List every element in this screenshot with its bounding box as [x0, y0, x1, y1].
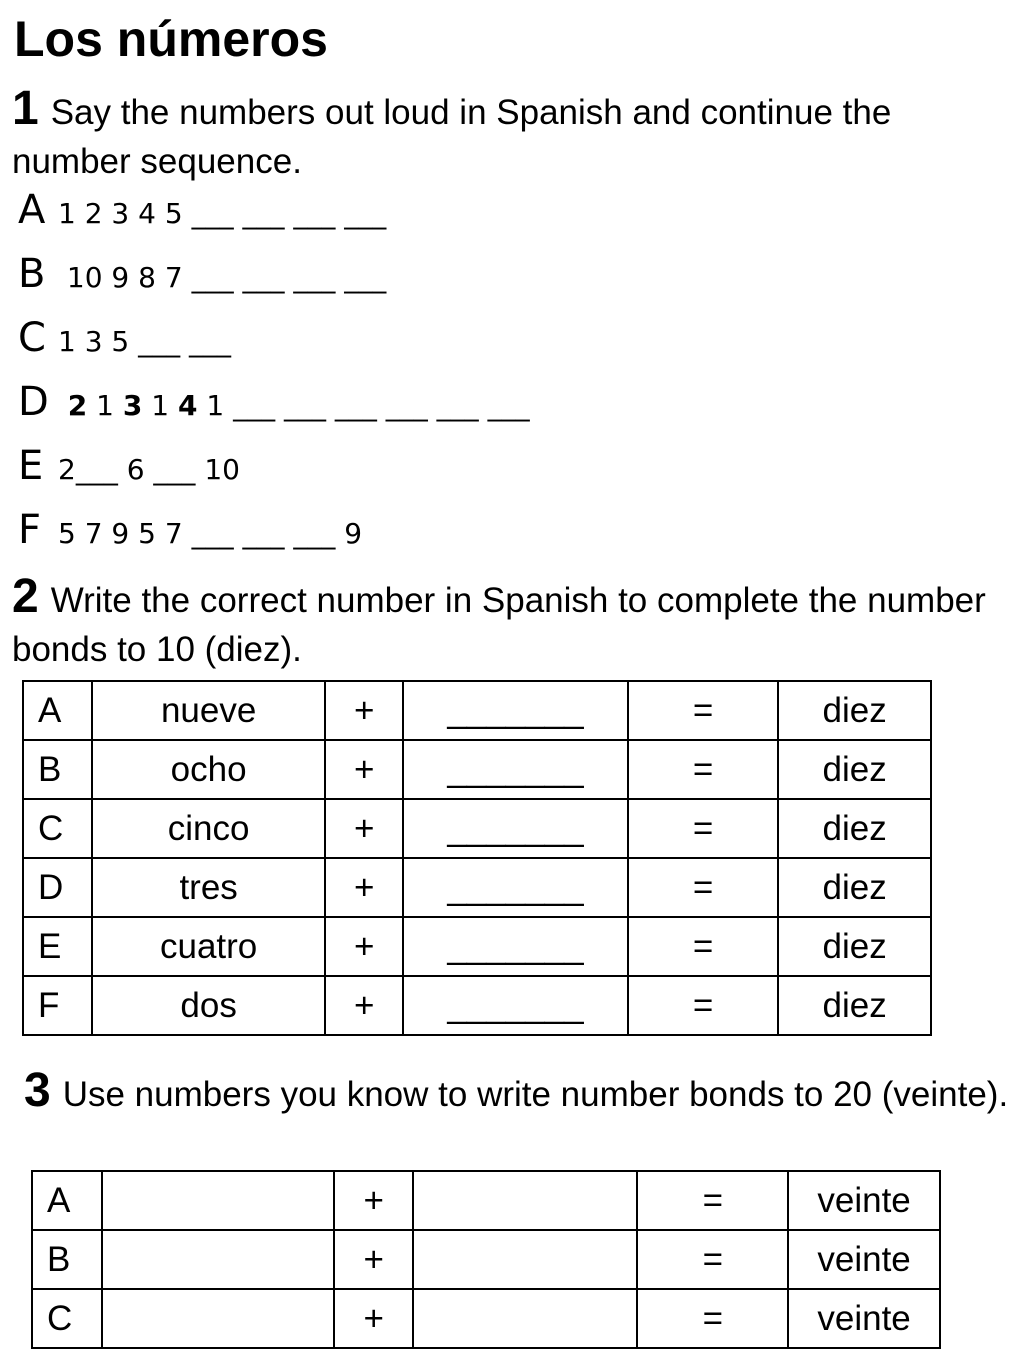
sequence-part: 1 2 3 4 5 ___ ___ ___ ___	[58, 197, 387, 230]
table-row	[23, 858, 931, 917]
equals-sign: =	[637, 1289, 788, 1348]
answer-blank[interactable]: _______	[403, 681, 628, 740]
page-title: Los números	[14, 11, 328, 67]
sequence-part: 4	[177, 389, 198, 422]
plus-sign: +	[325, 976, 403, 1035]
plus-sign: +	[334, 1171, 413, 1230]
plus-sign: +	[325, 681, 403, 740]
sequence-numbers	[58, 261, 386, 294]
result-word: veinte	[788, 1171, 940, 1230]
sequence-part: 5 7 9 5 7 ___ ___ ___ 9	[58, 517, 363, 550]
sequence-part: 10 9 8 7 ___ ___ ___ ___	[58, 261, 387, 294]
answer-blank[interactable]: _______	[403, 917, 628, 976]
plus-sign: +	[334, 1289, 413, 1348]
question-1-instruction	[12, 84, 1012, 186]
equals-sign: =	[628, 740, 779, 799]
sequence-numbers	[58, 453, 240, 486]
plus-sign: +	[325, 858, 403, 917]
answer-blank[interactable]: _______	[403, 976, 628, 1035]
sequence-letter: B	[18, 251, 46, 297]
equals-sign: =	[637, 1171, 788, 1230]
row-letter: F	[23, 976, 92, 1035]
question-1-number: 1	[12, 82, 39, 135]
result-word: veinte	[788, 1230, 940, 1289]
table-row	[23, 917, 931, 976]
sequence-row	[18, 182, 386, 238]
row-letter: E	[23, 917, 92, 976]
sequence-letter: D	[18, 379, 49, 425]
equals-sign: =	[628, 976, 779, 1035]
sequence-part: 1 3 5 ___ ___	[58, 325, 232, 358]
row-letter: B	[23, 740, 92, 799]
number-word: cinco	[92, 799, 325, 858]
result-word: diez	[778, 740, 931, 799]
sequence-numbers	[58, 389, 530, 422]
plus-sign: +	[325, 799, 403, 858]
sequence-part: 1	[142, 389, 178, 422]
answer-cell-2[interactable]	[413, 1289, 637, 1348]
sequence-row	[18, 310, 231, 366]
sequence-row	[18, 438, 240, 494]
table-row	[23, 799, 931, 858]
equals-sign: =	[628, 917, 779, 976]
result-word: diez	[778, 858, 931, 917]
sequence-letter: C	[18, 315, 46, 361]
sequence-letter: F	[18, 507, 42, 553]
number-word: nueve	[92, 681, 325, 740]
number-bonds-10-table	[22, 680, 932, 1036]
question-1-text: Say the numbers out loud in Spanish and continue the number sequence.	[12, 93, 892, 181]
result-word: diez	[778, 681, 931, 740]
table-row	[23, 740, 931, 799]
number-word: cuatro	[92, 917, 325, 976]
row-letter: D	[23, 858, 92, 917]
question-2-text: Write the correct number in Spanish to complete the number bonds to 10 (diez).	[12, 581, 986, 669]
sequence-numbers	[58, 325, 231, 358]
row-letter: C	[32, 1289, 102, 1348]
sequence-numbers	[58, 197, 386, 230]
answer-blank[interactable]: _______	[403, 799, 628, 858]
question-3-text: Use numbers you know to write number bonds to 20 (veinte).	[62, 1075, 1009, 1114]
sequence-letter: E	[18, 443, 44, 489]
table-row	[32, 1230, 940, 1289]
question-2-number: 2	[12, 570, 39, 623]
sequence-part: 2	[58, 389, 88, 422]
table-row	[23, 681, 931, 740]
equals-sign: =	[628, 799, 779, 858]
question-3-number: 3	[24, 1064, 51, 1117]
sequence-part: 3	[122, 389, 143, 422]
sequence-row	[18, 246, 386, 302]
answer-cell-1[interactable]	[102, 1230, 334, 1289]
row-letter: A	[32, 1171, 102, 1230]
result-word: diez	[778, 976, 931, 1035]
number-word: ocho	[92, 740, 325, 799]
plus-sign: +	[334, 1230, 413, 1289]
sequence-part: 1	[87, 389, 123, 422]
answer-cell-2[interactable]	[413, 1230, 637, 1289]
answer-cell-2[interactable]	[413, 1171, 637, 1230]
equals-sign: =	[628, 858, 779, 917]
answer-cell-1[interactable]	[102, 1289, 334, 1348]
plus-sign: +	[325, 740, 403, 799]
number-bonds-20-table	[31, 1170, 941, 1349]
table-row	[23, 976, 931, 1035]
row-letter: B	[32, 1230, 102, 1289]
sequence-letter: A	[18, 187, 46, 233]
row-letter: A	[23, 681, 92, 740]
sequence-numbers	[58, 517, 362, 550]
number-word: tres	[92, 858, 325, 917]
sequence-row	[18, 502, 362, 558]
table-row	[32, 1171, 940, 1230]
number-word: dos	[92, 976, 325, 1035]
answer-cell-1[interactable]	[102, 1171, 334, 1230]
sequence-row	[18, 374, 530, 430]
plus-sign: +	[325, 917, 403, 976]
question-3-instruction	[24, 1066, 1014, 1119]
answer-blank[interactable]: _______	[403, 858, 628, 917]
result-word: veinte	[788, 1289, 940, 1348]
table-row	[32, 1289, 940, 1348]
result-word: diez	[778, 799, 931, 858]
sequence-part: 1 ___ ___ ___ ___ ___ ___	[197, 389, 530, 422]
equals-sign: =	[628, 681, 779, 740]
result-word: diez	[778, 917, 931, 976]
row-letter: C	[23, 799, 92, 858]
answer-blank[interactable]: _______	[403, 740, 628, 799]
sequence-part: 2___ 6 ___ 10	[58, 453, 240, 486]
equals-sign: =	[637, 1230, 788, 1289]
question-2-instruction	[12, 572, 1012, 674]
